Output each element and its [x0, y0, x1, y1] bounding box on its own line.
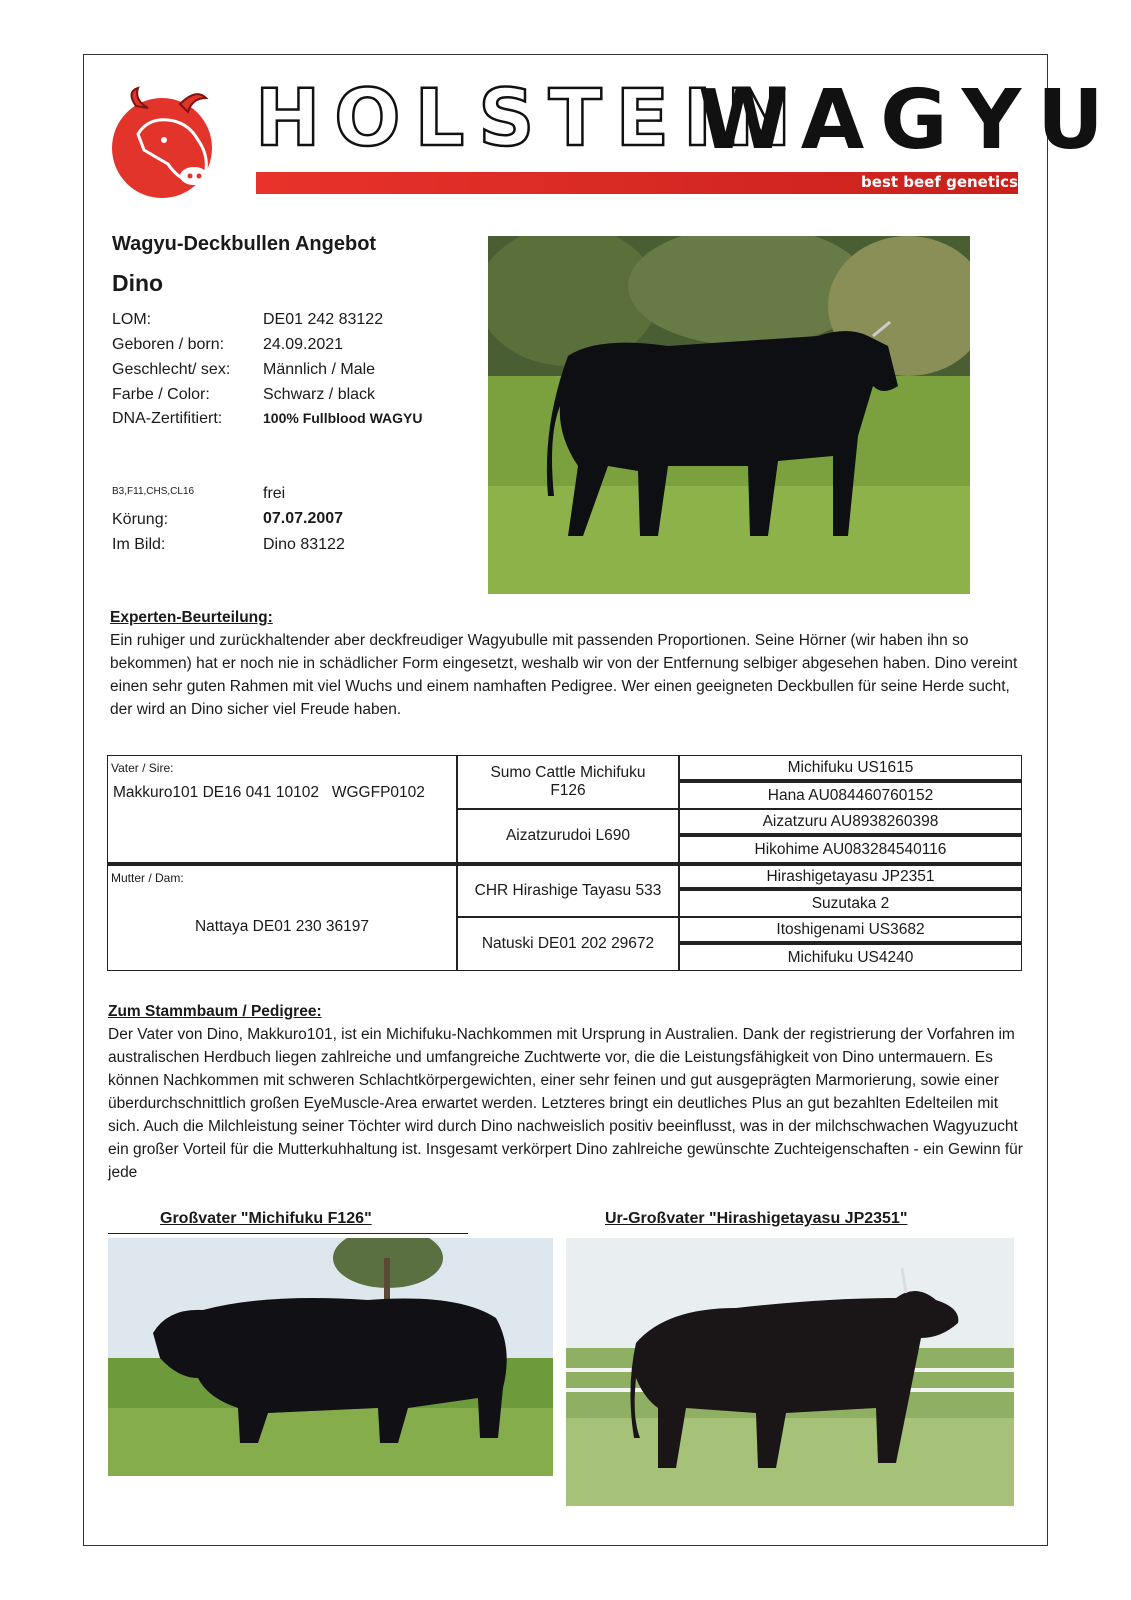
sex-label: Geschlecht/ sex: [112, 361, 231, 378]
bull-name: Dino [112, 270, 164, 296]
pedigree-heading: Zum Stammbaum / Pedigree: [108, 1003, 322, 1020]
grandsire-photo [108, 1238, 553, 1476]
pedigree-text: Der Vater von Dino, Makkuro101, ist ein Michifuku-Nachkommen mit Ursprung in Australien. Dank der registrierung der Vorfahren im australischen Herdbuch liegen zahlreiche und umfangreiche Zuchtwerte vor, die die Leistungsfähigkeit von Dino untermauern. Es können Nachkommen mit schweren Schlachtkörpergewichten, einer sehr feinen und gut ausgeprägten Marmorierung, sowie einer überdurchschnittlich großen EyeMuscle-Area erwartet werden. Letzteres bringt ein deutliches Plus an gut bezahlten Edelteilen mit sich. Auch die Milchleistung seiner Töchter wird durch Dino nachweislich positiv beeinflusst, was in der milchschwachen Wagyuzucht ein großer Vorteil für die Mutterkuhhaltung ist. Insgesamt verkörpert Dino zahlreiche gewünschte Zuchteigenschaften - ein Gewinn für jede [108, 1026, 1023, 1181]
sire-box [107, 755, 457, 863]
lom-value: DE01 242 83122 [263, 311, 384, 328]
dam-box [107, 863, 457, 971]
sire-value: Makkuro101 DE16 041 10102 WGGFP0102 [113, 784, 425, 801]
ggp-8: Michifuku US4240 [679, 944, 1022, 971]
sire-dam: Aizatzurudoi L690 [457, 809, 679, 863]
dam-sire: CHR Hirashige Tayasu 533 [457, 863, 679, 917]
bull-logo-icon [108, 84, 228, 202]
color-value: Schwarz / black [263, 386, 376, 403]
ggp-7: Itoshigenami US3682 [679, 917, 1022, 944]
dna-value: 100% Fullblood WAGYU [263, 410, 423, 426]
koerung-label: Körung: [112, 511, 169, 528]
bull-photo [488, 236, 970, 594]
ggp-1: Michifuku US1615 [679, 755, 1022, 782]
expert-section [110, 606, 1020, 721]
caption-great-grandsire: Ur-Großvater "Hirashigetayasu JP2351" [605, 1210, 908, 1227]
caption-rule [108, 1233, 468, 1234]
brand-tagline: best beef genetics [861, 173, 1018, 191]
color-label: Farbe / Color: [112, 386, 210, 403]
born-label: Geboren / born: [112, 336, 225, 353]
great-grandsire-photo [566, 1238, 1014, 1506]
pedigree-table [107, 755, 1022, 971]
ggp-6: Suzutaka 2 [679, 890, 1022, 917]
dam-dam: Natuski DE01 202 29672 [457, 917, 679, 971]
ggp-4: Hikohime AU083284540116 [679, 836, 1022, 863]
sire-sire: Sumo Cattle Michifuku F126 [457, 755, 679, 809]
brand-wagyu: WAGYU [698, 73, 1120, 168]
pedigree-section [108, 1000, 1023, 1184]
born-value: 24.09.2021 [263, 336, 344, 353]
genetic-test-value: frei [263, 485, 286, 502]
genetic-test-label: B3,F11,CHS,CL16 [112, 486, 195, 497]
brand-holstein: HOLSTEIN [255, 74, 806, 164]
ggp-2: Hana AU084460760152 [679, 782, 1022, 809]
ggp-5: Hirashigetayasu JP2351 [679, 863, 1022, 890]
im-bild-label: Im Bild: [112, 536, 166, 553]
dam-value: Nattaya DE01 230 36197 [194, 918, 370, 935]
expert-heading: Experten-Beurteilung: [110, 609, 273, 626]
offer-heading: Wagyu-Deckbullen Angebot [112, 233, 377, 255]
expert-text: Ein ruhiger und zurückhaltender aber deckfreudiger Wagyubulle mit passenden Proportionen. Seine Hörner (wir haben ihn so bekommen) hat er noch nie in schädlicher Form eingesetzt, weshalb wir von der Entfernung selbiger abgesehen haben. Dino vereint einen sehr guten Rahmen mit viel Wuchs und einem namhaften Pedigree. Wer einen geeigneten Deckbullen für seine Herde sucht, der wird an Dino sicher viel Freude haben. [110, 632, 1018, 718]
lom-label: LOM: [112, 311, 152, 328]
sex-value: Männlich / Male [263, 361, 376, 378]
ggp-3: Aizatzuru AU8938260398 [679, 809, 1022, 836]
dna-label: DNA-Zertifitiert: [112, 410, 223, 427]
sire-label: Vater / Sire: [111, 761, 174, 775]
koerung-value: 07.07.2007 [263, 510, 344, 527]
im-bild-value: Dino 83122 [263, 536, 345, 553]
caption-grandsire: Großvater "Michifuku F126" [160, 1210, 372, 1227]
dam-label: Mutter / Dam: [111, 871, 184, 885]
